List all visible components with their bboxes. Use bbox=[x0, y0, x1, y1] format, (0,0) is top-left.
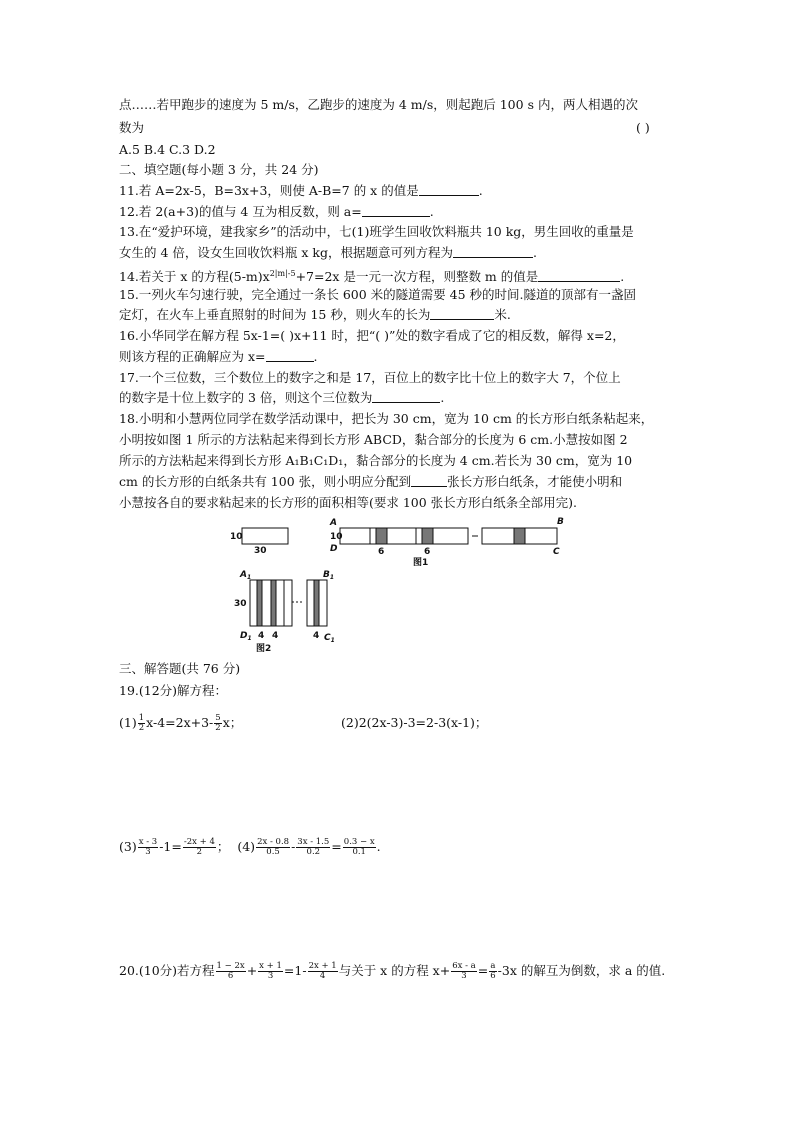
q19-title: 19.(12分)解方程： bbox=[119, 683, 228, 698]
q19-p4-pre: (4) bbox=[237, 839, 256, 854]
q14-answer-blank[interactable] bbox=[538, 269, 620, 282]
q14-end: . bbox=[620, 269, 625, 285]
figure-1-caption: 图1 bbox=[413, 558, 429, 568]
section3-title: 三、解答题(共 76 分) bbox=[119, 661, 241, 676]
q11-text: 11.若 A=2x-5，B=3x+3，则使 A-B=7 的 x 的值是 bbox=[119, 183, 419, 198]
label-A1: $A_1$ bbox=[240, 570, 252, 581]
q19-p3-mid: -1= bbox=[159, 839, 182, 854]
glued-strip-left bbox=[340, 528, 468, 544]
q16-text: 则该方程的正确解应为 x= bbox=[119, 349, 266, 364]
single-strip bbox=[242, 528, 288, 544]
q10-answer-paren: ( ) bbox=[636, 120, 650, 135]
q16-end: . bbox=[313, 349, 318, 364]
fraction: $\frac{a}{6}$ bbox=[490, 961, 496, 981]
strip-length-label: 30 bbox=[254, 546, 267, 556]
fraction: $\frac{2x + 1}{4}$ bbox=[308, 961, 337, 981]
q20 bbox=[119, 962, 665, 981]
q16-line1: 16.小华同学在解方程 5x-1=( )x+11 时，把“( )”处的数字看成了它的相反数，解得 x=2， bbox=[119, 328, 625, 343]
q20-op1: + bbox=[246, 963, 258, 978]
fraction: $\frac{x + 1}{3}$ bbox=[259, 961, 282, 981]
label-B1: $B_1$ bbox=[323, 570, 335, 581]
q19-p1-pre: (1) bbox=[119, 715, 137, 730]
q20-post: -3x 的解互为倒数，求 a 的值. bbox=[497, 963, 666, 978]
overlap-label-3: 4 bbox=[313, 631, 320, 641]
q17-line1: 17.一个三位数，三个数位上的数字之和是 17，百位上的数字比十位上的数字大 7，个位上 bbox=[119, 370, 621, 385]
label-D1: $D_1$ bbox=[240, 631, 252, 642]
q18-line2: 小明按如图 1 所示的方法粘起来得到长方形 ABCD，黏合部分的长度为 6 cm.小慧按如图 2 bbox=[119, 432, 628, 447]
q19-p4-post: . bbox=[376, 839, 381, 854]
fraction: $\frac{1}{2}$ bbox=[138, 713, 145, 733]
q19-part3-4 bbox=[119, 838, 381, 857]
q10-line1: 点……若甲跑步的速度为 5 m/s，乙跑步的速度为 4 m/s，则起跑后 100 s 内，两人相遇的次 bbox=[119, 97, 638, 112]
overlap-strip-1 bbox=[257, 580, 262, 626]
q14-exponent: 2|m|-5 bbox=[269, 269, 296, 278]
figure-2 bbox=[228, 568, 348, 658]
width-label: 10 bbox=[330, 532, 343, 542]
q19-p1-post: x； bbox=[222, 715, 243, 730]
fraction: $\frac{-2x + 4}{2}$ bbox=[183, 837, 215, 857]
q13-text: 女生的 4 倍，设女生回收饮料瓶 x kg，根据题意可列方程为 bbox=[119, 245, 453, 260]
q20-mid: 与关于 x 的方程 x+ bbox=[338, 963, 451, 978]
q12 bbox=[119, 203, 434, 221]
q13-line2 bbox=[119, 244, 537, 262]
fraction: $\frac{1 - 2x}{6}$ bbox=[216, 961, 245, 981]
q13-answer-blank[interactable] bbox=[453, 245, 533, 258]
figure-2-caption: 图2 bbox=[256, 644, 272, 654]
q17-end: . bbox=[440, 390, 445, 405]
q19-part1 bbox=[119, 714, 242, 733]
q12-text: 12.若 2(a+3)的值与 4 互为相反数，则 a= bbox=[119, 204, 362, 219]
overlap-label-2: 4 bbox=[272, 631, 279, 641]
q15-line1: 15.一列火车匀速行驶，完全通过一条长 600 米的隧道需要 45 秒的时间.隧道的顶部有一盏固 bbox=[119, 287, 637, 302]
label-C: C bbox=[553, 547, 560, 557]
q13-end: . bbox=[532, 245, 537, 260]
q17-text: 的数字是十位上数字的 3 倍，则这个三位数为 bbox=[119, 390, 373, 405]
fraction: $\frac{2x - 0.8}{0.5}$ bbox=[257, 837, 290, 857]
q15-answer-blank[interactable] bbox=[430, 307, 494, 320]
overlap-label-2: 6 bbox=[424, 547, 431, 557]
q17-line2 bbox=[119, 389, 444, 407]
overlap-label-1: 4 bbox=[258, 631, 265, 641]
q11 bbox=[119, 182, 483, 200]
label-C1: $C_1$ bbox=[324, 633, 335, 644]
q20-op4: = bbox=[477, 963, 489, 978]
overlap-block-1 bbox=[376, 528, 387, 544]
fraction: $\frac{x - 3}{3}$ bbox=[138, 837, 158, 857]
label-D: D bbox=[330, 544, 338, 554]
overlap-label-1: 6 bbox=[378, 547, 385, 557]
q16-line2 bbox=[119, 348, 317, 366]
fraction: $\frac{0.3 - x}{0.1}$ bbox=[343, 837, 375, 857]
q15-end: 米. bbox=[494, 307, 511, 322]
q14-text-pre: 14.若关于 x 的方程(5-m)x bbox=[119, 269, 270, 285]
q19-p4-op2: = bbox=[331, 839, 342, 854]
q16-answer-blank[interactable] bbox=[266, 349, 314, 362]
q10-line2: 数为 bbox=[119, 120, 145, 135]
fraction: $\frac{6x - a}{3}$ bbox=[452, 961, 476, 981]
overlap-strip-3 bbox=[314, 580, 319, 626]
q12-answer-blank[interactable] bbox=[362, 204, 430, 217]
q14-text-post: +7=2x 是一元一次方程，则整数 m 的值是 bbox=[295, 269, 539, 285]
q18-line3: 所示的方法粘起来得到长方形 A₁B₁C₁D₁，黏合部分的长度为 4 cm.若长为 30 cm，宽为 10 bbox=[119, 453, 633, 468]
q17-answer-blank[interactable] bbox=[372, 390, 440, 403]
q18-line1: 18.小明和小慧两位同学在数学活动课中，把长为 30 cm，宽为 10 cm 的长方形白纸条粘起来， bbox=[119, 411, 654, 426]
figure-1 bbox=[220, 512, 580, 572]
overlap-strip-2 bbox=[271, 580, 276, 626]
q11-end: . bbox=[478, 183, 483, 198]
height-label: 30 bbox=[234, 599, 247, 609]
strip-width-label: 10 bbox=[230, 532, 243, 542]
q15-line2 bbox=[119, 306, 511, 324]
q10-options: A.5 B.4 C.3 D.2 bbox=[119, 142, 216, 157]
overlap-block-2 bbox=[422, 528, 433, 544]
section2-title: 二、填空题(每小题 3 分，共 24 分) bbox=[119, 162, 319, 177]
fraction: $\frac{3x - 1.5}{0.2}$ bbox=[297, 837, 330, 857]
label-B: B bbox=[557, 517, 564, 527]
q18-line4 bbox=[119, 473, 622, 491]
q12-end: . bbox=[429, 204, 434, 219]
label-A: A bbox=[330, 518, 337, 528]
q13-line1: 13.在“爱护环境，建我家乡”的活动中，七(1)班学生回收饮料瓶共 10 kg，男生回收的重量是 bbox=[119, 224, 634, 239]
q20-pre: 20.(10分)若方程 bbox=[119, 963, 215, 978]
q19-p1-mid: x-4=2x+3- bbox=[146, 715, 214, 730]
q11-answer-blank[interactable] bbox=[419, 183, 479, 196]
q20-op2: =1- bbox=[283, 963, 307, 978]
overlap-block-3 bbox=[514, 528, 525, 544]
q14 bbox=[119, 265, 624, 286]
q18-line5: 小慧按各自的要求粘起来的长方形的面积相等(要求 100 张长方形白纸条全部用完). bbox=[119, 495, 578, 510]
q18-text-a: cm 的长方形的白纸条共有 100 张，则小明应分配到 bbox=[119, 474, 412, 489]
q15-text: 定灯，在火车上垂直照射的时间为 15 秒，则火车的长为 bbox=[119, 307, 431, 322]
q19-p4-op1: - bbox=[291, 839, 296, 854]
q19-p3-post: ； bbox=[216, 839, 230, 854]
q18-text-b: 张长方形白纸条，才能使小明和 bbox=[447, 474, 623, 489]
q19-part2: (2)2(2x-3)-3=2-3(x-1)； bbox=[341, 715, 488, 730]
fraction: $\frac{5}{2}$ bbox=[215, 713, 221, 733]
q19-p3-pre: (3) bbox=[119, 839, 137, 854]
q18-answer-blank[interactable] bbox=[411, 474, 447, 487]
